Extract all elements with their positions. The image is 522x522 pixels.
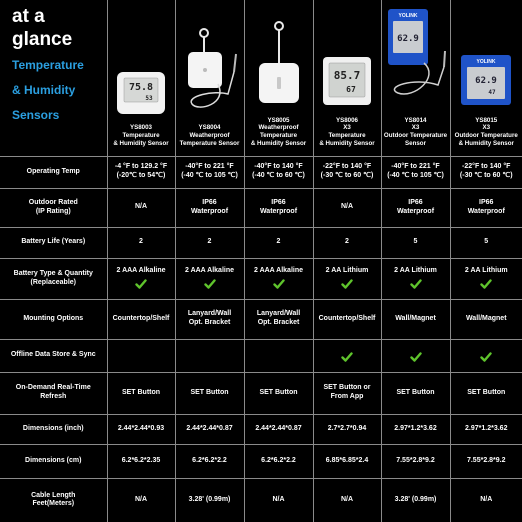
table-cell: 7.55*2.8*9.2: [381, 444, 450, 478]
cell-line: -22°F to 140 °F: [322, 163, 372, 171]
table-cell: [175, 339, 244, 372]
table-cell: 2: [244, 227, 313, 258]
label-line: Cable Length: [31, 491, 76, 499]
cell-line: -40°F to 221 °F: [391, 163, 440, 171]
check-icon: [480, 351, 492, 363]
row-cable-length: [0, 478, 522, 522]
table-cell: 6.2*6.2*2.35: [107, 444, 175, 478]
table-cell: 2.44*2.44*0.87: [244, 414, 313, 444]
table-cell: [244, 188, 313, 227]
row-label: Operating Temp: [0, 156, 107, 188]
blue-display-sensor-image: [453, 17, 521, 107]
row-label: Offline Data Store & Sync: [0, 339, 107, 372]
row-operating-temp: [0, 156, 522, 188]
product-ys8004: [175, 0, 244, 156]
name-line: & Humidity Sensor: [250, 139, 307, 147]
cell-line: SET Button: [190, 388, 229, 396]
table-cell: 2: [107, 227, 175, 258]
row-label: [0, 372, 107, 414]
row-dimensions-cm: [0, 444, 522, 478]
check-icon: [480, 278, 492, 290]
table-cell: [450, 188, 522, 227]
cell-line: 2 AA Lithium: [464, 267, 508, 275]
table-cell: 7.55*2.8*9.2: [450, 444, 522, 478]
label-line: Battery Type & Quantity: [13, 269, 93, 277]
table-cell: [313, 258, 381, 299]
cell-line: SET Button: [396, 388, 435, 396]
row-label: [0, 188, 107, 227]
row-battery-type: [0, 258, 522, 299]
table-cell: [381, 372, 450, 414]
table-cell: [450, 156, 522, 188]
title-line-4: & Humidity: [12, 82, 76, 97]
table-cell: N/A: [244, 478, 313, 522]
header-row: [0, 0, 522, 156]
cell-line: Lanyard/Wall: [187, 310, 232, 318]
table-cell: [107, 188, 175, 227]
label-line: Outdoor Rated: [28, 198, 78, 206]
table-cell: 6.2*6.2*2.2: [175, 444, 244, 478]
name-line: X3: [411, 124, 420, 132]
product-ys8015: [450, 0, 522, 156]
table-cell: [107, 156, 175, 188]
check-icon: [341, 351, 353, 363]
cell-line: Waterproof: [467, 207, 505, 215]
cell-line: IP66: [271, 198, 286, 206]
label-line: (Replaceable): [30, 278, 77, 286]
label-line: (IP Rating): [35, 207, 71, 215]
table-cell: [313, 188, 381, 227]
display-sub-text: 47: [488, 88, 496, 96]
table-cell: [450, 339, 522, 372]
table-cell: [107, 299, 175, 339]
cell-line: 2 AAA Alkaline: [116, 267, 166, 275]
cell-line: 2 AAA Alkaline: [184, 267, 234, 275]
table-cell: 2.97*1.2*3.62: [450, 414, 522, 444]
model-label: YS8004: [198, 124, 221, 132]
cell-line: (-40 ℃ to 105 ℃): [181, 172, 238, 179]
table-cell: [313, 299, 381, 339]
name-line: Weatherproof: [189, 132, 230, 139]
blue-probe-sensor-image: [384, 12, 448, 107]
row-label: Dimensions (inch): [0, 414, 107, 444]
table-cell: [107, 372, 175, 414]
table-cell: 2.44*2.44*0.93: [107, 414, 175, 444]
model-label: YS8015: [475, 116, 498, 124]
table-cell: 3.28' (0.99m): [381, 478, 450, 522]
row-label: [0, 258, 107, 299]
table-cell: [244, 156, 313, 188]
row-label: Battery Life (Years): [0, 227, 107, 258]
cell-line: -22°F to 140 °F: [462, 163, 511, 171]
product-ys8005: [244, 0, 313, 156]
table-cell: [381, 156, 450, 188]
cell-line: -40°F to 221 °F: [185, 163, 234, 171]
cell-line: Waterproof: [190, 207, 229, 215]
table-cell: [175, 188, 244, 227]
table-cell: [107, 258, 175, 299]
model-label: YS8014: [404, 116, 427, 124]
display-main-text: 75.8: [128, 82, 154, 94]
cell-line: -4 °F to 129.2 °F: [114, 163, 168, 171]
name-line: Temperature: [122, 132, 160, 139]
title-line-1: at a: [12, 6, 45, 27]
row-outdoor-rated: [0, 188, 522, 227]
table-cell: N/A: [313, 478, 381, 522]
cell-line: IP66: [202, 198, 217, 206]
table-cell: 2: [175, 227, 244, 258]
cell-line: SET Button or: [323, 384, 371, 392]
name-line: Temperature Sensor: [179, 139, 240, 147]
row-label: Dimensions (cm): [0, 444, 107, 478]
table-cell: 6.85*6.85*2.4: [313, 444, 381, 478]
name-line: Outdoor Temperature: [383, 132, 448, 139]
row-on-demand-refresh: [0, 372, 522, 414]
display-sub-text: 53: [145, 95, 153, 103]
table-cell: [244, 258, 313, 299]
white-hanging-sensor-image: [247, 17, 311, 107]
model-label: YS8003: [129, 124, 153, 132]
table-cell: [244, 372, 313, 414]
cell-line: Countertop/Shelf: [318, 314, 376, 322]
table-cell: 5: [450, 227, 522, 258]
row-offline-data: [0, 339, 522, 372]
title-line-2: glance: [12, 28, 73, 50]
title-block: [0, 0, 107, 156]
row-label: Mounting Options: [0, 299, 107, 339]
table-cell: 3.28' (0.99m): [175, 478, 244, 522]
table-cell: [381, 299, 450, 339]
table-cell: [175, 258, 244, 299]
table-cell: [381, 188, 450, 227]
product-ys8014: [381, 0, 450, 156]
cell-line: Opt. Bracket: [257, 319, 300, 326]
display-sub-text: 67: [346, 84, 356, 94]
check-icon: [341, 278, 353, 290]
check-icon: [135, 278, 147, 290]
row-mounting-options: [0, 299, 522, 339]
display-main-text: 62.9: [396, 33, 419, 44]
check-icon: [273, 278, 285, 290]
table-cell: [381, 258, 450, 299]
name-line: Weatherproof: [258, 124, 299, 132]
name-line: X3: [343, 124, 351, 132]
model-label: YS8006: [335, 116, 359, 124]
check-icon: [204, 278, 216, 290]
display-main-text: 85.7: [333, 68, 361, 82]
square-display-sensor-x3-image: [316, 17, 379, 107]
cell-line: Wall/Magnet: [395, 314, 436, 322]
table-cell: N/A: [107, 478, 175, 522]
cell-line: SET Button: [121, 388, 161, 396]
check-icon: [410, 278, 422, 290]
table-cell: [313, 339, 381, 372]
table-cell: [175, 372, 244, 414]
table-cell: 6.2*6.2*2.2: [244, 444, 313, 478]
title-line-3: Temperature: [12, 57, 84, 72]
table-cell: 2.7*2.7*0.94: [313, 414, 381, 444]
table-cell: [313, 372, 381, 414]
cell-line: -40°F to 140 °F: [254, 163, 303, 171]
table-cell: [313, 156, 381, 188]
table-cell: N/A: [450, 478, 522, 522]
cell-line: N/A: [134, 203, 148, 211]
title-line-5: Sensors: [12, 108, 60, 123]
display-main-text: 62.9: [475, 75, 498, 86]
cell-line: 2 AA Lithium: [325, 267, 369, 275]
brand-logo: YOLINK: [476, 58, 496, 65]
cell-line: Wall/Magnet: [465, 314, 507, 322]
row-dimensions-inch: [0, 414, 522, 444]
table-cell: [244, 339, 313, 372]
cell-line: Waterproof: [396, 207, 435, 215]
cell-line: 2 AAA Alkaline: [253, 267, 303, 275]
square-display-sensor-image: [110, 24, 173, 114]
table-cell: [244, 299, 313, 339]
label-line: Feet(Meters): [32, 500, 75, 508]
name-line: & Humidity Sensor: [319, 139, 375, 147]
label-line: Refresh: [40, 393, 67, 400]
brand-logo: YOLINK: [398, 12, 417, 19]
table-cell: [450, 258, 522, 299]
table-cell: 2.97*1.2*3.62: [381, 414, 450, 444]
cell-line: 2 AA Lithium: [394, 267, 437, 275]
cell-line: Opt. Bracket: [188, 319, 231, 326]
name-line: Temperature: [328, 132, 366, 139]
cell-line: Waterproof: [259, 207, 298, 215]
cell-line: (-20℃ to 54℃): [116, 172, 166, 179]
name-line: Sensor: [405, 139, 426, 147]
white-probe-sensor-image: [178, 24, 242, 114]
name-line: Temperature: [259, 132, 298, 139]
name-line: X3: [482, 124, 491, 132]
name-line: & Humidity Sensor: [113, 139, 169, 147]
table-cell: 5: [381, 227, 450, 258]
cell-line: IP66: [408, 198, 423, 206]
product-ys8003: [107, 0, 175, 156]
name-line: Outdoor Temperature: [454, 132, 518, 139]
cell-line: (-30 ℃ to 60 ℃): [320, 172, 374, 179]
table-cell: 2.44*2.44*0.87: [175, 414, 244, 444]
cell-line: IP66: [479, 198, 494, 206]
row-label: [0, 478, 107, 522]
label-line: On-Demand Real-Time: [15, 384, 91, 392]
cell-line: (-30 ℃ to 60 ℃): [459, 172, 513, 179]
model-label: YS8005: [267, 116, 290, 124]
table-cell: [175, 156, 244, 188]
product-ys8006: [313, 0, 381, 156]
table-cell: [381, 339, 450, 372]
name-line: & Humidity Sensor: [458, 139, 514, 147]
cell-line: (-40 ℃ to 105 ℃): [387, 172, 444, 179]
cell-line: SET Button: [467, 388, 506, 396]
cell-line: Countertop/Shelf: [112, 314, 170, 322]
table-cell: 2: [313, 227, 381, 258]
table-cell: [450, 299, 522, 339]
cell-line: From App: [330, 393, 364, 400]
table-cell: [107, 339, 175, 372]
table-cell: [450, 372, 522, 414]
cell-line: SET Button: [259, 388, 298, 396]
row-battery-life: [0, 227, 522, 258]
cell-line: Lanyard/Wall: [256, 310, 301, 318]
check-icon: [410, 351, 422, 363]
table-cell: [175, 299, 244, 339]
cell-line: (-40 ℃ to 60 ℃): [252, 172, 305, 179]
cell-line: N/A: [340, 203, 354, 211]
